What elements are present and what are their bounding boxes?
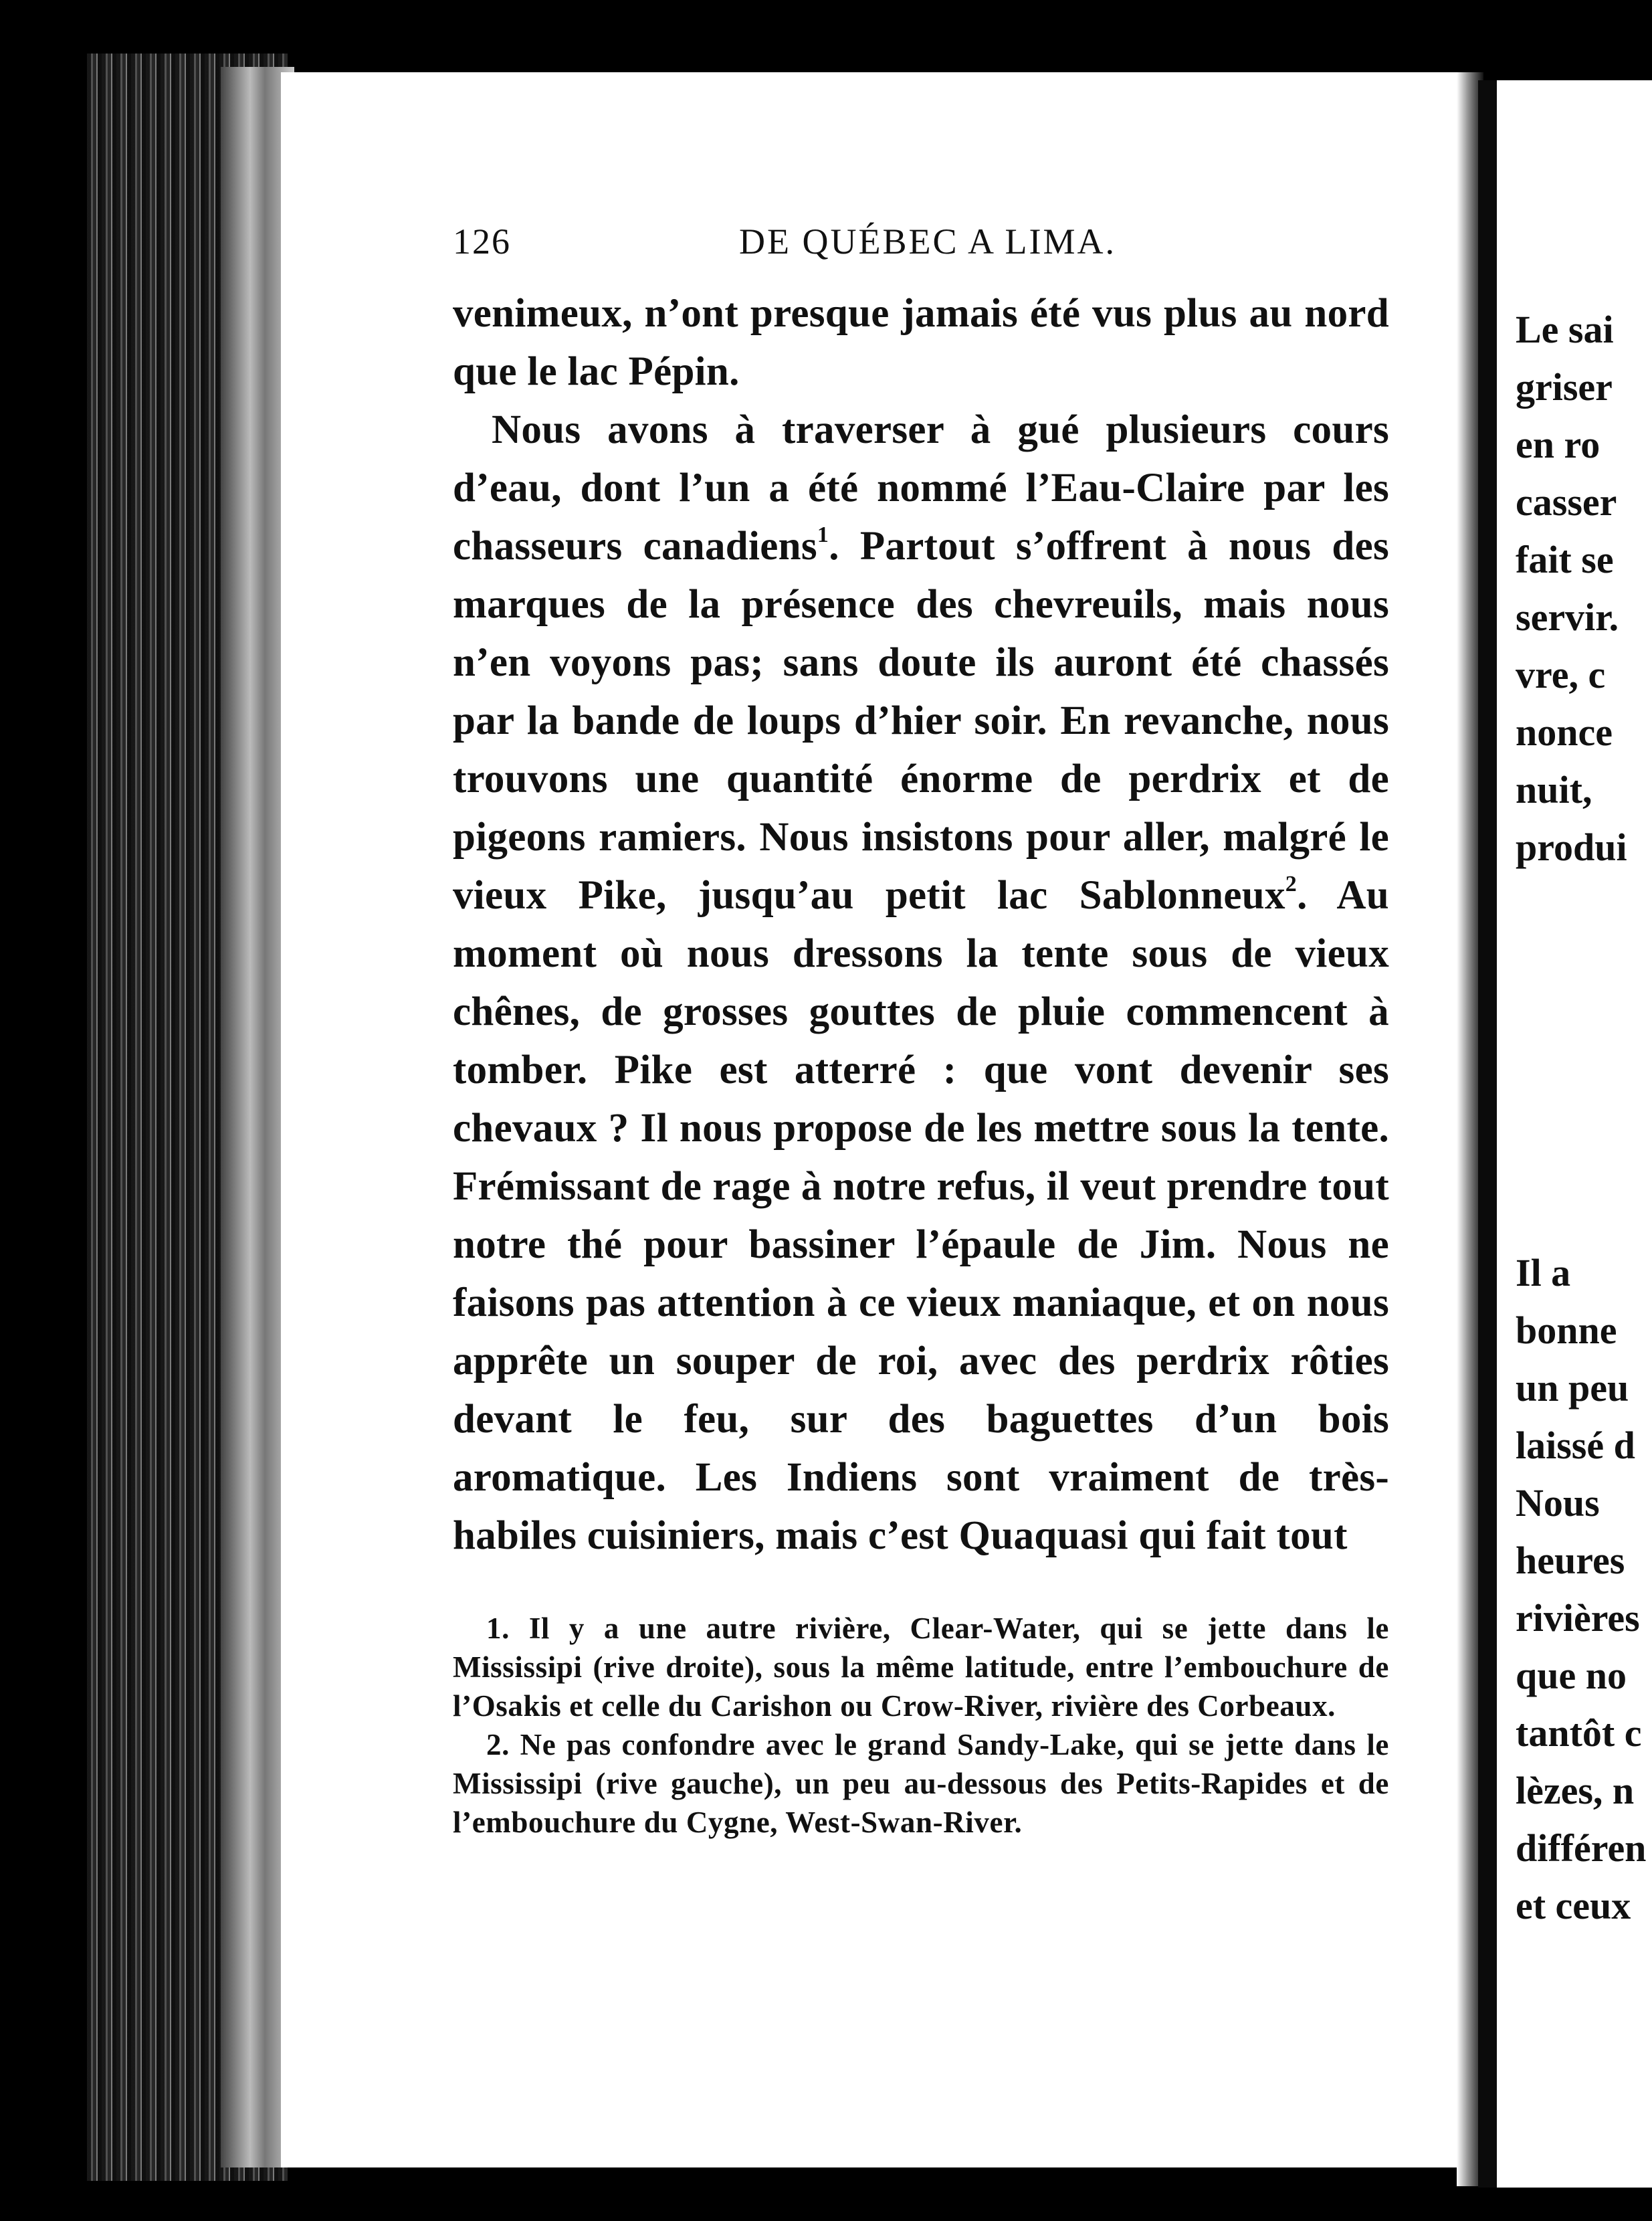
text-segment: Nous avons à traverser à gué plusieurs cours d’eau, dont l’un a été nommé l’Eau-Claire par les chasseurs canadiens — [453, 407, 1389, 569]
running-title: DE QUÉBEC A LIMA. — [739, 221, 1116, 262]
facing-line: et ceux — [1516, 1884, 1631, 1927]
paragraph-continuation: venimeux, n’ont presque jamais été vus plus au nord que le lac Pépin. — [453, 291, 1389, 394]
facing-line: fait se — [1516, 538, 1614, 581]
facing-line: différen — [1516, 1826, 1647, 1870]
paragraph-main — [453, 401, 1389, 1565]
main-text — [453, 284, 1389, 1565]
facing-page — [1478, 80, 1652, 2188]
facing-line: tantôt c — [1516, 1711, 1642, 1755]
footnote-ref-1[interactable]: 1 — [817, 522, 829, 547]
facing-line: griser — [1516, 365, 1613, 409]
facing-line: laissé d — [1516, 1424, 1635, 1467]
facing-line: heures — [1516, 1539, 1625, 1582]
facing-line: casser — [1516, 480, 1617, 524]
facing-line: nonce — [1516, 710, 1613, 754]
facing-line: lèzes, n — [1516, 1769, 1635, 1812]
facing-line: nuit, — [1516, 768, 1592, 811]
facing-line: Le sai — [1516, 308, 1614, 351]
footnote-ref-2[interactable]: 2 — [1285, 872, 1298, 896]
running-head — [453, 221, 1396, 268]
footnote-1: 1. Il y a une autre rivière, Clear-Water, qui se jette dans le Mississipi (rive droite), sous la même latitude, entre l’embouchure de l’Osakis et celle du Carishon ou Crow-River, rivière des Corbeaux. — [453, 1612, 1389, 1723]
facing-line: Il a — [1516, 1251, 1571, 1294]
facing-line: Nous — [1516, 1481, 1600, 1525]
facing-line: un peu — [1516, 1366, 1629, 1410]
facing-line: servir. — [1516, 595, 1619, 639]
facing-line: que no — [1516, 1654, 1627, 1697]
facing-line: rivières — [1516, 1596, 1640, 1640]
page-number: 126 — [453, 221, 511, 262]
footnotes — [453, 1609, 1389, 1842]
facing-line: bonne — [1516, 1309, 1617, 1352]
facing-line: produi — [1516, 826, 1627, 869]
facing-line: en ro — [1516, 423, 1601, 466]
facing-line: vre, c — [1516, 653, 1606, 696]
text-segment: . Au moment où nous dressons la tente sous de vieux chênes, de grosses gouttes de pluie commencent à tomber. Pike est atterré : que vont devenir ses chevaux ? Il nous propose de les mettre sous la tente. Frémissant de rage à notre refus, il veut prendre tout notre thé pour bassiner l’épaule de Jim. Nous ne faisons pas attention à ce vieux maniaque, et on nous apprête un souper de roi, avec des perdrix rôties devant le feu, sur des baguettes d’un bois aromatique. Les Indiens sont vraiment de très-habiles cuisiniers, mais c’est Quaquasi qui fait tout — [453, 873, 1389, 1558]
footnote-2: 2. Ne pas confondre avec le grand Sandy-Lake, qui se jette dans le Mississipi (rive gauche), un peu au-dessous des Petits-Rapides et de l’embouchure du Cygne, West-Swan-River. — [453, 1728, 1389, 1839]
text-segment: . Partout s’offrent à nous des marques de la présence des chevreuils, mais nous n’en voyons pas; sans doute ils auront été chassés par la bande de loups d’hier soir. En revanche, nous trouvons une quantité énorme de perdrix et de pigeons ramiers. Nous insistons pour aller, malgré le vieux Pike, jusqu’au petit lac Sablonneux — [453, 524, 1390, 918]
